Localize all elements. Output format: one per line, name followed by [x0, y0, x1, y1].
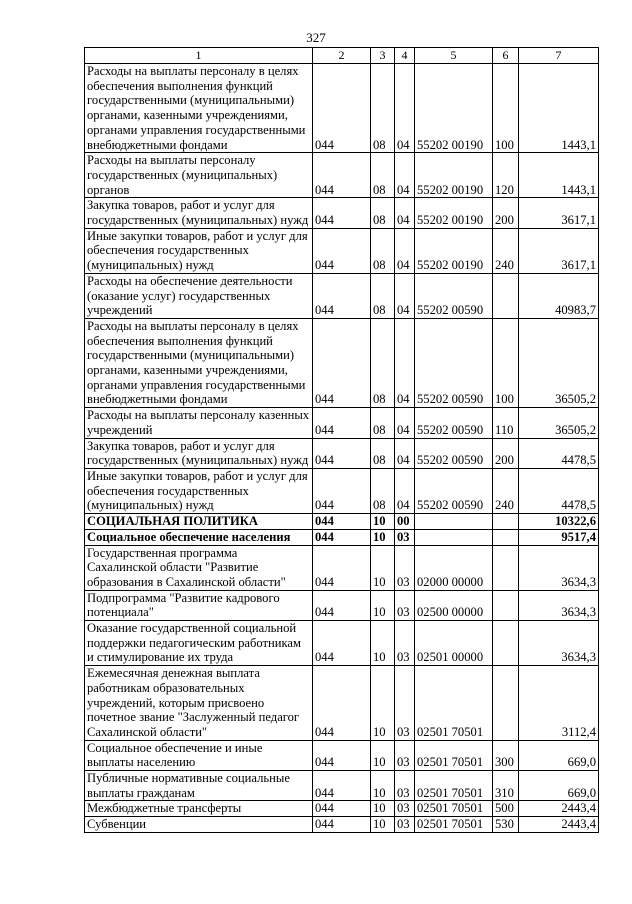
section-code-cell: 10 — [371, 801, 395, 817]
subsection-code-cell: 03 — [395, 666, 415, 741]
expense-type-cell: 310 — [493, 771, 519, 801]
row-name-cell: Расходы на выплаты персоналу в целях обеспечения выполнения функций государственными (муниципальными) органами, казенными учреждениями, органами управления государственными внебюджетными фондами — [85, 64, 313, 153]
ministry-code-cell: 044 — [313, 590, 371, 620]
subsection-code-cell: 03 — [395, 590, 415, 620]
amount-cell: 2443,4 — [519, 817, 599, 833]
table-row — [85, 468, 599, 513]
ministry-code-cell: 044 — [313, 273, 371, 318]
subsection-code-cell: 03 — [395, 771, 415, 801]
ministry-code-cell: 044 — [313, 468, 371, 513]
expense-type-cell — [493, 666, 519, 741]
table-row — [85, 621, 599, 666]
row-name-cell: Публичные нормативные социальные выплаты гражданам — [85, 771, 313, 801]
target-article-cell: 55202 00590 — [415, 438, 493, 468]
row-name-cell: Расходы на выплаты персоналу в целях обеспечения выполнения функций государственными (муниципальными) органами, казенными учреждениями, органами управления государственными внебюджетными фондами — [85, 318, 313, 407]
target-article-cell: 55202 00190 — [415, 198, 493, 228]
ministry-code-cell: 044 — [313, 771, 371, 801]
section-code-cell: 10 — [371, 545, 395, 590]
row-name-cell: Закупка товаров, работ и услуг для государственных (муниципальных) нужд — [85, 198, 313, 228]
header-cell: 2 — [313, 48, 371, 64]
amount-cell: 3634,3 — [519, 621, 599, 666]
table-row — [85, 666, 599, 741]
row-name-cell: Расходы на выплаты персоналу государственных (муниципальных) органов — [85, 153, 313, 198]
expense-type-cell: 300 — [493, 740, 519, 770]
expense-type-cell: 100 — [493, 64, 519, 153]
section-code-cell: 10 — [371, 529, 395, 545]
page-number: 327 — [306, 30, 326, 45]
subsection-code-cell: 03 — [395, 529, 415, 545]
target-article-cell: 55202 00590 — [415, 318, 493, 407]
subsection-code-cell: 04 — [395, 198, 415, 228]
section-code-cell: 10 — [371, 817, 395, 833]
target-article-cell: 02501 70501 — [415, 771, 493, 801]
expense-type-cell — [493, 621, 519, 666]
amount-cell: 1443,1 — [519, 64, 599, 153]
amount-cell: 40983,7 — [519, 273, 599, 318]
row-name-cell: Межбюджетные трансферты — [85, 801, 313, 817]
table-row — [85, 228, 599, 273]
ministry-code-cell: 044 — [313, 817, 371, 833]
target-article-cell: 02501 70501 — [415, 817, 493, 833]
section-code-cell: 08 — [371, 198, 395, 228]
section-code-cell: 08 — [371, 273, 395, 318]
amount-cell: 36505,2 — [519, 408, 599, 438]
subsection-code-cell: 04 — [395, 64, 415, 153]
subsection-code-cell: 03 — [395, 740, 415, 770]
budget-table — [84, 47, 599, 833]
table-row — [85, 438, 599, 468]
table-row — [85, 64, 599, 153]
target-article-cell: 55202 00590 — [415, 408, 493, 438]
amount-cell: 669,0 — [519, 771, 599, 801]
section-code-cell: 10 — [371, 514, 395, 530]
row-name-cell: Оказание государственной социальной поддержки педагогическим работникам и стимулирование их труда — [85, 621, 313, 666]
expense-type-cell — [493, 514, 519, 530]
table-row — [85, 318, 599, 407]
expense-type-cell — [493, 590, 519, 620]
expense-type-cell: 100 — [493, 318, 519, 407]
row-name-cell: Субвенции — [85, 817, 313, 833]
section-code-cell: 08 — [371, 64, 395, 153]
ministry-code-cell: 044 — [313, 545, 371, 590]
target-article-cell: 02501 70501 — [415, 666, 493, 741]
amount-cell: 3634,3 — [519, 545, 599, 590]
target-article-cell: 02501 70501 — [415, 801, 493, 817]
amount-cell: 4478,5 — [519, 468, 599, 513]
subsection-code-cell: 03 — [395, 801, 415, 817]
ministry-code-cell: 044 — [313, 318, 371, 407]
expense-type-cell: 120 — [493, 153, 519, 198]
header-cell: 6 — [493, 48, 519, 64]
expense-type-cell — [493, 273, 519, 318]
ministry-code-cell: 044 — [313, 514, 371, 530]
table-row — [85, 590, 599, 620]
subsection-code-cell: 04 — [395, 153, 415, 198]
section-code-cell: 10 — [371, 590, 395, 620]
amount-cell: 2443,4 — [519, 801, 599, 817]
row-name-cell: Социальное обеспечение населения — [85, 529, 313, 545]
target-article-cell: 55202 00590 — [415, 273, 493, 318]
target-article-cell: 02501 70501 — [415, 740, 493, 770]
subsection-code-cell: 04 — [395, 468, 415, 513]
row-name-cell: Закупка товаров, работ и услуг для государственных (муниципальных) нужд — [85, 438, 313, 468]
table-body — [85, 64, 599, 833]
table-row — [85, 408, 599, 438]
amount-cell: 9517,4 — [519, 529, 599, 545]
table-row — [85, 817, 599, 833]
expense-type-cell: 200 — [493, 198, 519, 228]
header-cell: 4 — [395, 48, 415, 64]
subsection-code-cell: 04 — [395, 273, 415, 318]
table-row — [85, 198, 599, 228]
row-name-cell: Социальное обеспечение и иные выплаты населению — [85, 740, 313, 770]
row-name-cell: Иные закупки товаров, работ и услуг для обеспечения государственных (муниципальных) нужд — [85, 228, 313, 273]
section-code-cell: 10 — [371, 666, 395, 741]
amount-cell: 3617,1 — [519, 198, 599, 228]
row-name-cell: СОЦИАЛЬНАЯ ПОЛИТИКА — [85, 514, 313, 530]
ministry-code-cell: 044 — [313, 529, 371, 545]
table-header-row — [85, 48, 599, 64]
section-code-cell: 08 — [371, 468, 395, 513]
row-name-cell: Ежемесячная денежная выплата работникам образовательных учреждений, которым присвоено почетное звание "Заслуженный педагог Сахалинской области" — [85, 666, 313, 741]
expense-type-cell: 500 — [493, 801, 519, 817]
section-code-cell: 08 — [371, 318, 395, 407]
table-row — [85, 545, 599, 590]
header-cell: 3 — [371, 48, 395, 64]
row-name-cell: Иные закупки товаров, работ и услуг для обеспечения государственных (муниципальных) нужд — [85, 468, 313, 513]
target-article-cell: 02501 00000 — [415, 621, 493, 666]
ministry-code-cell: 044 — [313, 666, 371, 741]
target-article-cell: 02000 00000 — [415, 545, 493, 590]
target-article-cell: 55202 00190 — [415, 64, 493, 153]
ministry-code-cell: 044 — [313, 408, 371, 438]
expense-type-cell — [493, 545, 519, 590]
section-code-cell: 10 — [371, 621, 395, 666]
subsection-code-cell: 04 — [395, 408, 415, 438]
subsection-code-cell: 04 — [395, 228, 415, 273]
expense-type-cell: 200 — [493, 438, 519, 468]
ministry-code-cell: 044 — [313, 621, 371, 666]
amount-cell: 1443,1 — [519, 153, 599, 198]
table-row — [85, 801, 599, 817]
ministry-code-cell: 044 — [313, 153, 371, 198]
target-article-cell: 55202 00590 — [415, 468, 493, 513]
subsection-code-cell: 04 — [395, 438, 415, 468]
ministry-code-cell: 044 — [313, 438, 371, 468]
amount-cell: 3112,4 — [519, 666, 599, 741]
target-article-cell — [415, 529, 493, 545]
section-code-cell: 10 — [371, 771, 395, 801]
section-code-cell: 08 — [371, 153, 395, 198]
subsection-code-cell: 03 — [395, 817, 415, 833]
expense-type-cell: 240 — [493, 228, 519, 273]
table-row — [85, 740, 599, 770]
target-article-cell: 55202 00190 — [415, 228, 493, 273]
expense-type-cell — [493, 529, 519, 545]
header-cell: 5 — [415, 48, 493, 64]
target-article-cell — [415, 514, 493, 530]
row-name-cell: Подпрограмма "Развитие кадрового потенциала" — [85, 590, 313, 620]
target-article-cell: 55202 00190 — [415, 153, 493, 198]
row-name-cell: Государственная программа Сахалинской области "Развитие образования в Сахалинской области" — [85, 545, 313, 590]
ministry-code-cell: 044 — [313, 801, 371, 817]
subsection-code-cell: 03 — [395, 621, 415, 666]
ministry-code-cell: 044 — [313, 740, 371, 770]
section-code-cell: 08 — [371, 228, 395, 273]
expense-type-cell: 110 — [493, 408, 519, 438]
expense-type-cell: 240 — [493, 468, 519, 513]
header-cell: 1 — [85, 48, 313, 64]
row-name-cell: Расходы на выплаты персоналу казенных учреждений — [85, 408, 313, 438]
ministry-code-cell: 044 — [313, 228, 371, 273]
section-code-cell: 08 — [371, 408, 395, 438]
amount-cell: 669,0 — [519, 740, 599, 770]
amount-cell: 3634,3 — [519, 590, 599, 620]
header-cell: 7 — [519, 48, 599, 64]
table-row — [85, 153, 599, 198]
row-name-cell: Расходы на обеспечение деятельности (оказание услуг) государственных учреждений — [85, 273, 313, 318]
target-article-cell: 02500 00000 — [415, 590, 493, 620]
amount-cell: 3617,1 — [519, 228, 599, 273]
table-row — [85, 514, 599, 530]
subsection-code-cell: 04 — [395, 318, 415, 407]
section-code-cell: 08 — [371, 438, 395, 468]
table-row — [85, 771, 599, 801]
amount-cell: 4478,5 — [519, 438, 599, 468]
table-row — [85, 273, 599, 318]
ministry-code-cell: 044 — [313, 198, 371, 228]
subsection-code-cell: 03 — [395, 545, 415, 590]
amount-cell: 10322,6 — [519, 514, 599, 530]
expense-type-cell: 530 — [493, 817, 519, 833]
ministry-code-cell: 044 — [313, 64, 371, 153]
table-row — [85, 529, 599, 545]
subsection-code-cell: 00 — [395, 514, 415, 530]
amount-cell: 36505,2 — [519, 318, 599, 407]
section-code-cell: 10 — [371, 740, 395, 770]
